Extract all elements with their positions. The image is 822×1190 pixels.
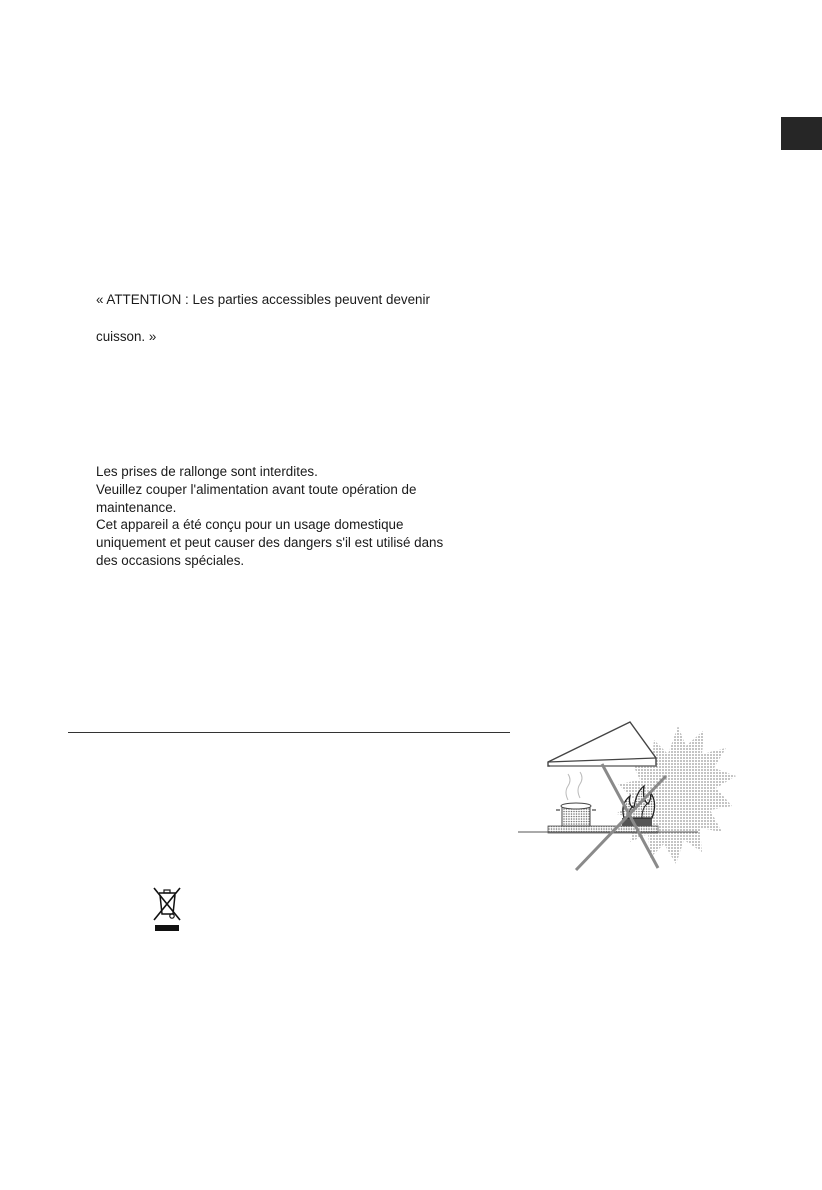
safety-line: maintenance. [96, 499, 177, 515]
no-flambe-under-hood-illustration [518, 718, 738, 878]
safety-line: Veuillez couper l'alimentation avant toute opération de [96, 481, 417, 497]
safety-line: des occasions spéciales. [96, 552, 245, 568]
attention-notice-line-2: cuisson. » [96, 329, 157, 344]
safety-paragraph [96, 463, 516, 570]
safety-line: Cet appareil a été conçu pour un usage domestique [96, 517, 404, 533]
safety-line: uniquement et peut causer des dangers s'il est utilisé dans [96, 535, 444, 551]
section-tab-marker [781, 117, 822, 150]
attention-notice-line-1: « ATTENTION : Les parties accessibles peuvent devenir [96, 292, 430, 307]
crossed-out-wheelie-bin-icon [150, 884, 184, 932]
section-divider [68, 732, 510, 733]
safety-line: Les prises de rallonge sont interdites. [96, 464, 318, 479]
